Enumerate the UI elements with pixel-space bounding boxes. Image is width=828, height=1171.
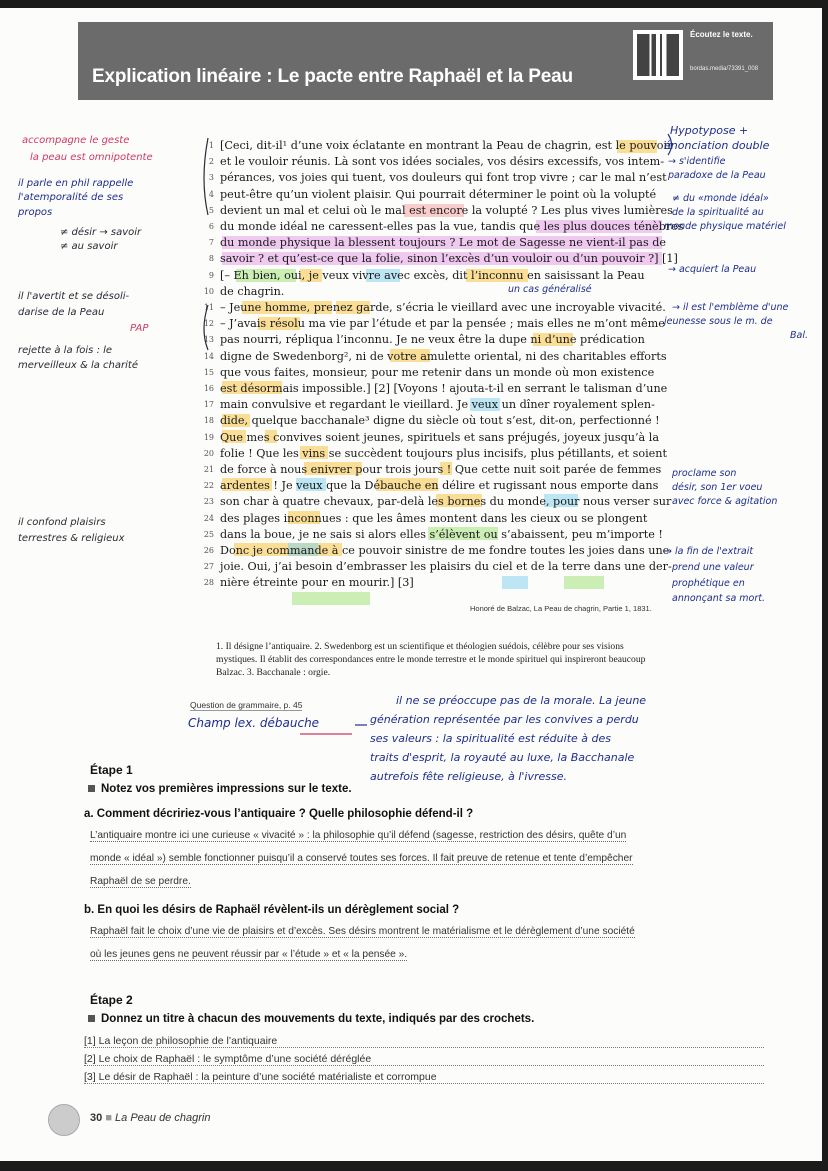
text-line: digne de Swedenborg², ni de votre amulette oriental, ni des charitables efforts	[220, 349, 667, 363]
text-line: savoir ? et qu’est-ce que la folie, sinon l’excès d’un vouloir ou d’un pouvoir ?] [1]	[220, 252, 678, 266]
line-number: 25	[203, 529, 214, 539]
line-number: 7	[208, 238, 214, 248]
text-line: Donc je commande à ce pouvoir sinistre de me fondre toutes les joies dans une	[220, 544, 670, 557]
footer-separator: ■	[105, 1112, 112, 1124]
text-line: – J’avais résolu ma vie par l’étude et par la pensée ; mais elles ne m’ont même	[220, 317, 665, 331]
line-number: 20	[203, 448, 214, 458]
answer-line[interactable]: où les jeunes gens ne peuvent réussir par « l’étude » et « la pensée ».	[90, 949, 408, 960]
text-line: dans la boue, je ne sais si alors elles s’élèvent ou s’abaissent, peu m’importe !	[220, 527, 663, 541]
line-number: 16	[203, 384, 214, 393]
handwritten-note: Hypotypose +	[670, 124, 749, 137]
handwritten-note: paradoxe de la Peau	[668, 170, 766, 181]
brace-stroke	[204, 305, 208, 350]
handwritten-note: de la spiritualité au	[672, 207, 764, 218]
movement-number: [2]	[84, 1053, 96, 1065]
handwritten-note: avec force & agitation	[672, 496, 778, 507]
answer-line[interactable]: L’antiquaire montre ici une curieuse « vivacité » : la philosophie qu’il défend (sagesse, restriction des désirs, quête d’un	[90, 830, 627, 841]
handwritten-note: l'atemporalité de ses	[18, 192, 124, 203]
step1-label: Étape 1	[90, 763, 133, 777]
handwritten-note: annonçant sa mort.	[672, 593, 766, 604]
movement-text: La leçon de philosophie de l’antiquaire	[95, 1035, 278, 1047]
handwritten-note: → il est l'emblème d'une	[672, 302, 789, 313]
line-number: 8	[208, 254, 214, 264]
movement-title[interactable]	[84, 1071, 764, 1084]
text-line: son char à quatre chevaux, par-delà les bornes du monde, pour nous verser sur	[220, 495, 672, 509]
text-line: joie. Oui, j’ai besoin d’embrasser les plaisirs du ciel et de la terre dans une der-	[220, 560, 672, 574]
handwritten-note: merveilleux & la charité	[18, 360, 138, 371]
brace-stroke	[668, 134, 672, 155]
bullet-icon	[88, 785, 95, 792]
line-number: 27	[203, 562, 214, 572]
line-number: 1	[208, 141, 214, 150]
page-number: 30	[90, 1112, 103, 1124]
text-line: [Ceci, dit-il¹ d’une voix éclatante en montrant la Peau de chagrin, est le pouvoir	[220, 139, 673, 152]
handwritten-note: propos	[18, 207, 53, 218]
handwritten-note: énonciation double	[664, 139, 770, 152]
answer-line[interactable]: monde « idéal ») semble fonctionner puisqu’il a conservé toutes ses forces. Il fait preuve de retenue et tente d’empêcher	[90, 853, 633, 864]
handwritten-note: traits d'esprit, la royauté au luxe, la Bacchanale	[370, 751, 635, 764]
text-line: – Jeune homme, prenez garde, s’écria le vieillard avec une incroyable vivacité.	[220, 301, 666, 314]
movement-number: [3]	[84, 1071, 96, 1083]
handwritten-note: proclame son	[672, 468, 737, 479]
handwritten-note: PAP	[130, 323, 149, 334]
bullet-icon	[88, 1015, 95, 1022]
handwritten-note: il ne se préoccupe pas de la morale. La jeune	[396, 694, 647, 707]
avatar	[48, 1104, 80, 1136]
handwritten-note: il l'avertit et se désoli-	[18, 291, 130, 302]
line-number: 9	[208, 270, 214, 280]
line-number: 5	[208, 205, 214, 215]
handwritten-note: autrefois fête religieuse, à l'ivresse.	[370, 770, 567, 783]
handwritten-note: ≠ désir → savoir	[60, 227, 142, 238]
handwritten-note: accompagne le geste	[22, 135, 130, 146]
handwritten-note: monde physique matériel	[664, 221, 786, 232]
line-number: 17	[203, 400, 214, 410]
movement-text: Le choix de Raphaël : le symptôme d’une société déréglée	[95, 1053, 372, 1065]
handwritten-note: rejette à la fois : le	[18, 345, 113, 356]
text-line: folie ! Que les vins se succèdent toujours plus incisifs, plus pétillants, et soient	[220, 446, 667, 460]
text-line: ardentes ! Je veux que la Débauche en délire et rugissant nous emporte dans	[220, 479, 659, 493]
line-number: 10	[203, 286, 214, 296]
text-line: Que mes convives soient jeunes, spirituels et sans préjugés, joyeux jusqu’à la	[220, 430, 659, 444]
handwritten-note: prend une valeur	[672, 562, 754, 573]
answer-line[interactable]: Raphaël fait le choix d’une vie de plaisirs et d’excès. Ses désirs montrent le matérialisme et le dérèglement d’une société	[90, 926, 635, 937]
handwritten-note: → s'identifie	[668, 156, 726, 167]
page-title: Explication linéaire : Le pacte entre Raphaël et la Peau	[92, 66, 573, 87]
handwritten-note: il parle en phil rappelle	[18, 178, 134, 189]
handwritten-note: terrestres & religieux	[18, 533, 125, 544]
movement-title[interactable]	[84, 1035, 764, 1048]
movement-title[interactable]	[84, 1053, 764, 1066]
line-number: 13	[203, 335, 214, 345]
line-number: 21	[203, 465, 214, 474]
text-line: devient un mal et celui où le mal est encore la volupté ? Les plus vives lumières	[220, 203, 673, 217]
step2-label: Étape 2	[90, 993, 133, 1007]
line-number: 12	[203, 319, 214, 329]
text-line: est désormais impossible.] [2] [Voyons ! ajouta-t-il en serrant le talisman d’une	[220, 382, 668, 395]
line-number: 11	[203, 303, 214, 312]
text-line: et le vouloir réunis. Là sont vos idées sociales, vos désirs excessifs, vos intem-	[220, 155, 664, 169]
line-number: 28	[203, 578, 214, 588]
page-footer	[90, 1112, 210, 1124]
text-line: peut-être qu’un violent plaisir. Qui pourrait déterminer le point où la volupté	[220, 187, 657, 201]
answer-line[interactable]: Raphaël de se perdre.	[90, 876, 191, 887]
step1-question-a: a. Comment décririez-vous l’antiquaire ? Quelle philosophie défend-il ?	[84, 808, 474, 820]
footer-title: La Peau de chagrin	[115, 1112, 211, 1124]
line-number: 19	[203, 432, 214, 442]
line-number: 24	[203, 513, 214, 523]
step2-instruction: Donnez un titre à chacun des mouvements du texte, indiqués par des crochets.	[88, 1013, 534, 1025]
text-line: main convulsive et regardant le vieillard. Je veux un dîner royalement splen-	[220, 398, 655, 412]
text-line: du monde idéal ne caressent-elles pas la vue, tandis que les plus douces ténèbres	[220, 220, 684, 233]
handwritten-note: il confond plaisirs	[18, 517, 106, 528]
handwritten-note: prophétique en	[672, 578, 745, 589]
handwritten-note: ses valeurs : la spiritualité est réduite à des	[370, 732, 611, 745]
movement-text: Le désir de Raphaël : la peinture d’une société matérialiste et corrompue	[95, 1071, 437, 1083]
brace-stroke	[204, 138, 208, 215]
grammar-note: Champ lex. débauche	[188, 716, 320, 730]
step1-question-b: b. En quoi les désirs de Raphaël révèlent-ils un dérèglement social ?	[84, 904, 460, 916]
text-line: pas nourri, répliqua l’inconnu. Je ne veux être la dupe ni d’une prédication	[220, 333, 645, 347]
handwritten-note: ≠ du «monde idéal»	[672, 193, 769, 204]
step1-instruction: Notez vos premières impressions sur le texte.	[88, 783, 352, 795]
line-number: 15	[203, 367, 214, 377]
text-line: de chagrin.	[220, 284, 285, 298]
handwritten-note: ≠ au savoir	[60, 241, 118, 252]
handwritten-note: désir, son 1er voeu	[672, 482, 763, 493]
handwritten-note: génération représentée par les convives a perdu	[370, 713, 639, 726]
movement-number: [1]	[84, 1035, 96, 1047]
line-number: 22	[203, 481, 214, 491]
grammar-label: Question de grammaire, p. 45	[190, 700, 303, 710]
attribution: Honoré de Balzac, La Peau de chagrin, Partie 1, 1831.	[470, 604, 652, 613]
text-line: nière étreinte pour en mourir.] [3]	[220, 576, 414, 590]
footnotes: 1. Il désigne l’antiquaire. 2. Swedenborg est un scientifique et théologien suédois, célèbre pour ses visions mystiques. Il établit des correspondances entre le monde terrestre et le monde spirituel qui inspireront beaucoup Balzac. 3. Bacchanale : orgie.	[216, 641, 646, 678]
handwritten-note: Bal.	[790, 330, 808, 341]
line-number: 4	[208, 189, 214, 199]
line-number: 14	[203, 351, 214, 361]
text-line: dide, quelque bacchanale³ digne du siècle où tout s’est, dit-on, perfectionné !	[220, 414, 660, 428]
qr-url[interactable]: bordas.media/73391_008	[690, 66, 759, 72]
line-number: 18	[203, 416, 214, 426]
handwritten-note: → acquiert la Peau	[668, 264, 757, 275]
line-number: 23	[203, 497, 214, 507]
text-line: [– Eh bien, oui, je veux vivre avec excès, dit l’inconnu en saisissant la Peau	[220, 268, 645, 282]
text-line: du monde physique la blessent toujours ? Le mot de Sagesse ne vient-il pas de	[220, 236, 667, 250]
handwritten-note: darise de la Peau	[18, 307, 105, 318]
line-number: 26	[203, 546, 214, 555]
text-line: pérances, vos joies qui tuent, vos douleurs qui font trop vivre ; car le mal n’est	[220, 171, 667, 185]
handwritten-note: jeunesse sous le m. de	[664, 316, 773, 327]
qr-label: Écoutez le texte.	[690, 30, 753, 39]
line-number: 3	[208, 173, 214, 183]
text-line: des plages inconnues : que les âmes montent dans les cieux ou se plongent	[220, 511, 648, 525]
handwritten-note: un cas généralisé	[508, 284, 592, 295]
text-line: de force à nous enivrer pour trois jours ! Que cette nuit soit parée de femmes	[220, 463, 662, 476]
handwritten-note: → la fin de l'extrait	[664, 546, 754, 557]
handwritten-note: la peau est omnipotente	[30, 152, 153, 163]
text-line: que vous faites, monsieur, pour me retenir dans un monde où mon existence	[220, 365, 655, 379]
line-number: 2	[208, 157, 214, 167]
line-number: 6	[208, 222, 214, 231]
